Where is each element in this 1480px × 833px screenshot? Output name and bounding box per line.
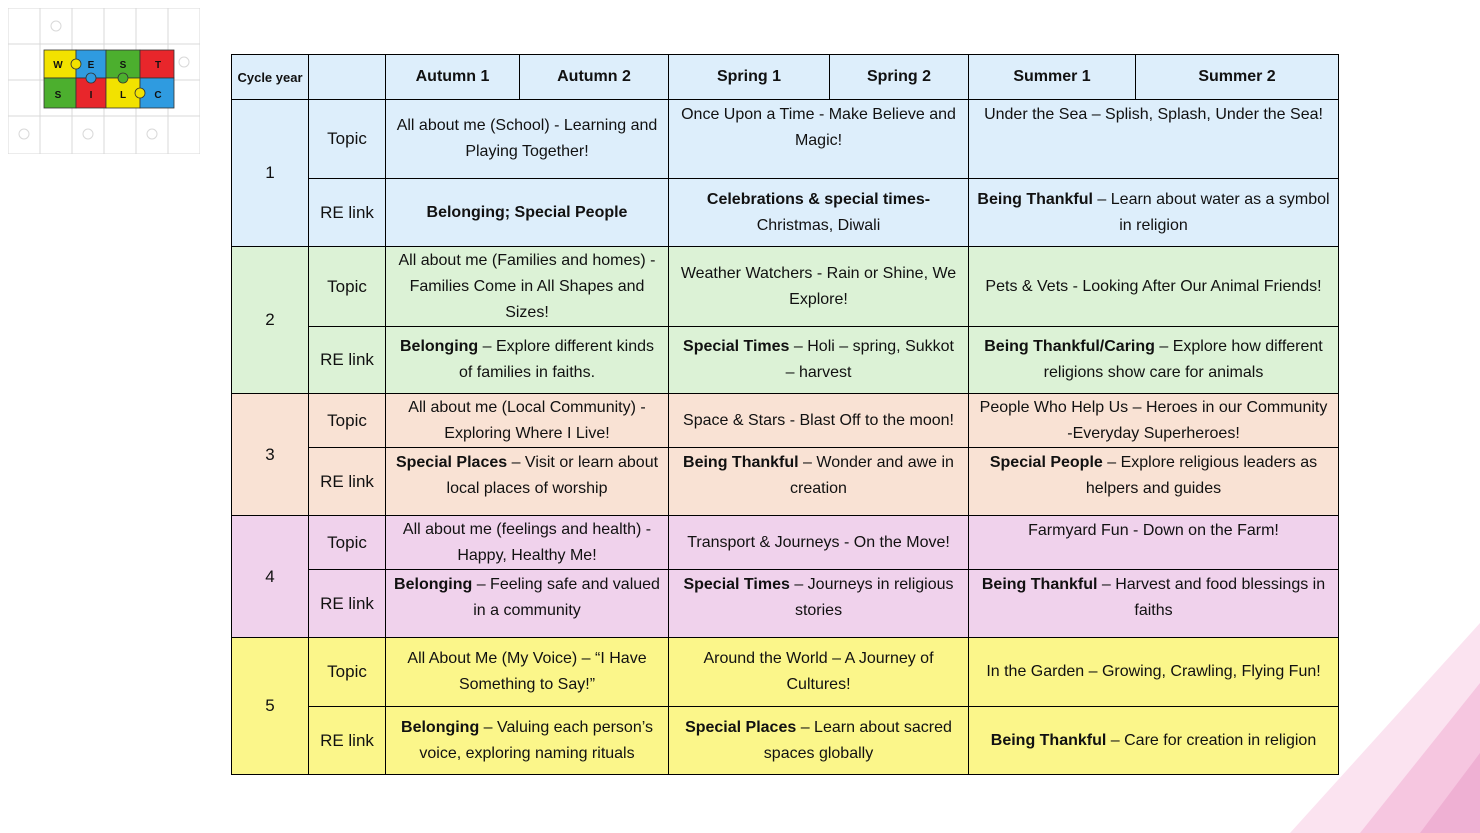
logo-letter-i: I [89, 90, 93, 101]
re-text: – Explore different kinds of families in faiths. [458, 338, 655, 381]
cycle-2-re-row [232, 327, 1339, 394]
logo-letter-e: E [87, 60, 95, 71]
re-summer [969, 327, 1339, 394]
puzzle-logo [8, 8, 200, 154]
cycle-year-number: 3 [232, 394, 309, 516]
re-text: – Learn about sacred spaces globally [763, 718, 952, 762]
re-bold: Special Places [685, 718, 797, 736]
re-bold: Being Thankful [981, 576, 1098, 593]
header-cycle-year: Cycle year [232, 55, 309, 100]
logo-letter-s: S [119, 60, 127, 71]
re-spring [669, 448, 969, 516]
cycle-4-re-row [232, 570, 1339, 638]
topic-autumn: All About Me (My Voice) – “I Have Something to Say!” [386, 638, 669, 707]
re-autumn [386, 570, 669, 638]
header-autumn-1: Autumn 1 [386, 55, 520, 100]
re-text: – Journeys in religious stories [789, 576, 954, 619]
re-bold: Belonging [401, 718, 480, 736]
topic-autumn: All about me (School) - Learning and Playing Together! [386, 100, 669, 179]
logo-letter-s2: S [54, 90, 62, 101]
re-bold: Special Times [683, 338, 790, 355]
cycle-3-topic-row [232, 394, 1339, 448]
topic-spring: Weather Watchers - Rain or Shine, We Explore! [669, 247, 969, 327]
logo-letter-c: C [154, 90, 162, 101]
re-text: – Explore religious leaders as helpers and guides [1085, 454, 1318, 497]
header-spring-1: Spring 1 [669, 55, 830, 100]
header-autumn-2: Autumn 2 [520, 55, 669, 100]
topic-spring: Around the World – A Journey of Cultures! [669, 638, 969, 707]
re-summer [969, 448, 1339, 516]
row-label-topic: Topic [309, 516, 386, 570]
re-text: – Visit or learn about local places of worship [446, 454, 659, 497]
logo-letter-l: L [119, 90, 127, 101]
cycle-1-re-row [232, 179, 1339, 247]
row-label-topic: Topic [309, 394, 386, 448]
cycle-year-number: 5 [232, 638, 309, 775]
re-bold: Celebrations & special times- [706, 190, 931, 208]
re-autumn [386, 327, 669, 394]
header-summer-2: Summer 2 [1136, 55, 1339, 100]
logo-letter-t: T [154, 60, 162, 71]
cycle-year-number: 4 [232, 516, 309, 638]
re-bold: Special People [989, 454, 1103, 471]
row-label-topic: Topic [309, 638, 386, 707]
topic-summer: In the Garden – Growing, Crawling, Flying Fun! [969, 638, 1339, 707]
re-spring [669, 327, 969, 394]
row-label-topic: Topic [309, 100, 386, 179]
cycle-1-topic-row [232, 100, 1339, 179]
re-summer [969, 707, 1339, 775]
re-text: – Valuing each person’s voice, exploring naming rituals [419, 718, 653, 762]
cycle-year-number: 1 [232, 100, 309, 247]
re-spring [669, 707, 969, 775]
cycle-year-number: 2 [232, 247, 309, 394]
re-bold: Being Thankful [977, 190, 1093, 208]
re-text: – Holi – spring, Sukkot – harvest [785, 338, 954, 381]
cycle-4-topic-row [232, 516, 1339, 570]
re-autumn [386, 448, 669, 516]
re-text: – Wonder and awe in creation [790, 454, 954, 497]
re-text: – Harvest and food blessings in faiths [1097, 576, 1326, 619]
topic-spring: Transport & Journeys - On the Move! [669, 516, 969, 570]
topic-summer: Farmyard Fun - Down on the Farm! [969, 516, 1339, 570]
re-summer [969, 570, 1339, 638]
re-text: – Explore how different religions show care for animals [1043, 338, 1323, 381]
topic-autumn: All about me (feelings and health) - Happy, Healthy Me! [386, 516, 669, 570]
re-autumn [386, 179, 669, 247]
re-bold: Belonging [399, 338, 479, 355]
cycle-3-re-row [232, 448, 1339, 516]
re-autumn [386, 707, 669, 775]
topic-spring: Space & Stars - Blast Off to the moon! [669, 394, 969, 448]
re-summer [969, 179, 1339, 247]
cycle-5-re-row [232, 707, 1339, 775]
re-spring [669, 179, 969, 247]
row-label-topic: Topic [309, 247, 386, 327]
re-text: – Care for creation in religion [1106, 731, 1317, 749]
topic-summer: Under the Sea – Splish, Splash, Under the Sea! [969, 100, 1339, 179]
re-text: – Learn about water as a symbol in religion [1092, 190, 1330, 234]
curriculum-table [231, 54, 1339, 775]
re-bold: Being Thankful [683, 454, 799, 471]
topic-spring: Once Upon a Time - Make Believe and Magic! [669, 100, 969, 179]
topic-autumn: All about me (Local Community) - Exploring Where I Live! [386, 394, 669, 448]
header-spring-2: Spring 2 [830, 55, 969, 100]
row-label-re-link: RE link [309, 707, 386, 775]
topic-autumn: All about me (Families and homes) - Families Come in All Shapes and Sizes! [386, 247, 669, 327]
logo-letter-w: W [53, 60, 63, 71]
re-text: – Feeling safe and valued in a community [472, 576, 660, 619]
topic-summer: People Who Help Us – Heroes in our Community -Everyday Superheroes! [969, 394, 1339, 448]
topic-summer: Pets & Vets - Looking After Our Animal Friends! [969, 247, 1339, 327]
re-bold: Special Places [395, 454, 508, 471]
row-label-re-link: RE link [309, 570, 386, 638]
row-label-re-link: RE link [309, 179, 386, 247]
header-blank [309, 55, 386, 100]
row-label-re-link: RE link [309, 448, 386, 516]
re-bold: Being Thankful [990, 731, 1107, 749]
re-bold: Special Times [683, 576, 790, 593]
re-bold: Being Thankful/Caring [984, 338, 1155, 355]
header-summer-1: Summer 1 [969, 55, 1136, 100]
row-label-re-link: RE link [309, 327, 386, 394]
re-spring [669, 570, 969, 638]
cycle-2-topic-row [232, 247, 1339, 327]
re-bold: Belonging [394, 576, 473, 593]
cycle-5-topic-row [232, 638, 1339, 707]
re-text: Christmas, Diwali [756, 216, 881, 234]
re-bold: Belonging; Special People [426, 203, 628, 221]
